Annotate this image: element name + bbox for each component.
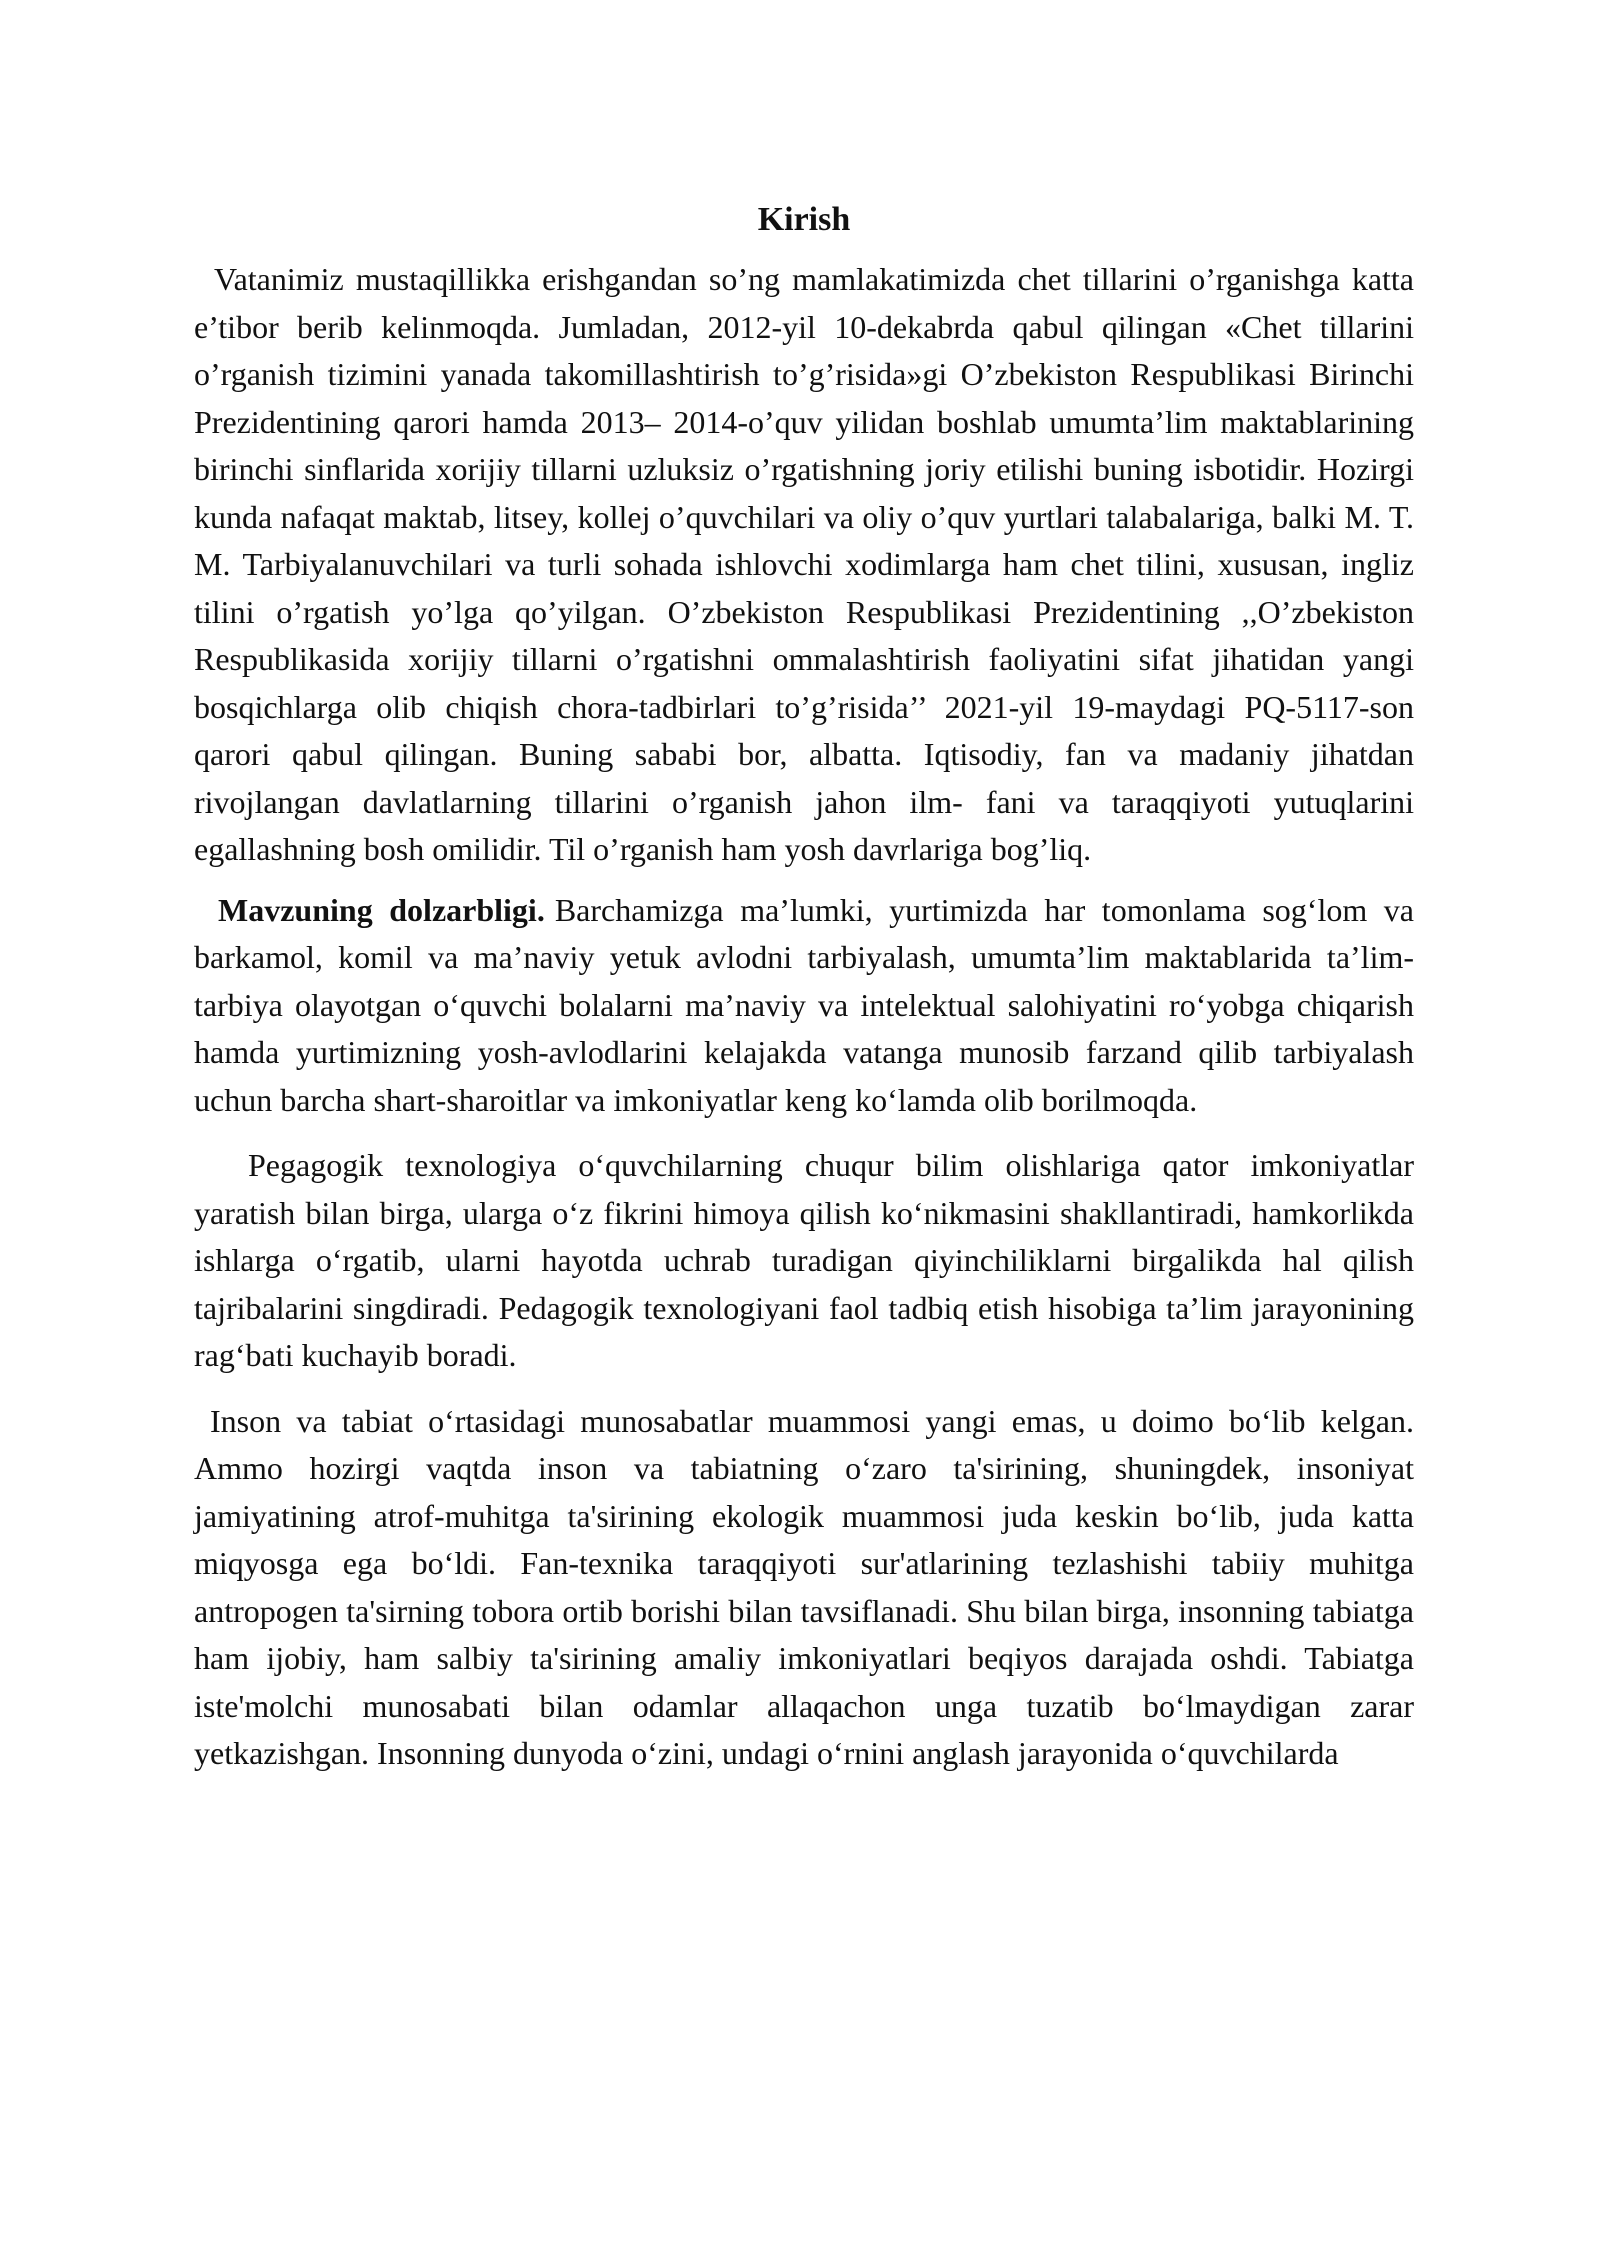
paragraph-relevance <box>194 887 1414 1125</box>
paragraph-text: Vatanimiz mustaqillikka erishgandan so’ng mamlakatimizda chet tillarini o’rganishga katta e’tibor berib kelinmoqda. Jumladan, 2012-yil 10-dekabrda qabul qilingan «Chet tillarini o’rganish tizimini yanada takomillashtirish to’g’risida»gi O’zbekiston Respublikasi Birinchi Prezidentining qarori hamda 2013– 2014-o’quv yilidan boshlab umumta’lim maktablarining birinchi sinflarida xorijiy tillarni uzluksiz o’rgatishning joriy etilishi buning isbotidir. Hozirgi kunda nafaqat maktab, litsey, kollej o’quvchilari va oliy o’quv yurtlari talabalariga, balki M. T. M. Tarbiyalanuvchilari va turli sohada ishlovchi xodimlarga ham chet tilini, xususan, ingliz tilini o’rgatish yo’lga qo’yilgan. O’zbekiston Respublikasi Prezidentining ,,O’zbekiston Respublikasida xorijiy tillarni o’rgatishni ommalashtirish faoliyatini sifat jihatidan yangi bosqichlarga olib chiqish chora-tadbirlari to’g’risida’’ 2021-yil 19-maydagi PQ-5117-son qarori qabul qilingan. Buning sababi bor, albatta. Iqtisodiy, fan va madaniy jihatdan rivojlangan davlatlarning tillarini o’rganish jahon ilm- fani va taraqqiyoti yutuqlarini egallashning bosh omilidir. Til o’rganish ham yosh davrlariga bog’liq. <box>194 261 1414 867</box>
paragraph-text: Pegagogik texnologiya o‘quvchilarning chuqur bilim olishlariga qator imkoniyatlar yaratish bilan birga, ularga o‘z fikrini himoya qilish ko‘nikmasini shakllantiradi, hamkorlikda ishlarga o‘rgatib, ularni hayotda uchrab turadigan qiyinchiliklarni birgalikda hal qilish tajribalarini singdiradi. Pedagogik texnologiyani faol tadbiq etish hisobiga ta’lim jarayonining rag‘bati kuchayib boradi. <box>194 1147 1414 1373</box>
page-title: Kirish <box>757 201 851 238</box>
paragraph-introduction <box>194 256 1414 874</box>
paragraph-text: Inson va tabiat o‘rtasidagi munosabatlar muammosi yangi emas, u doimo bo‘lib kelgan. Ammo hozirgi vaqtda inson va tabiatning o‘zaro ta'sirining, shuningdek, insoniyat jamiyatining atrof-muhitga ta'sirining ekologik muammosi juda keskin bo‘lib, juda katta miqyosga ega bo‘ldi. Fan-texnika taraqqiyoti sur'atlarining tezlashishi tabiiy muhitga antropogen ta'sirning tobora ortib borishi bilan tavsiflanadi. Shu bilan birga, insonning tabiatga ham ijobiy, ham salbiy ta'sirining amaliy imkoniyatlari beqiyos darajada oshdi. Tabiatga iste'molchi munosabati bilan odamlar allaqachon unga tuzatib bo‘lmaydigan zarar yetkazishgan. Insonning dunyoda o‘zini, undagi o‘rnini anglash jarayonida o‘quvchilarda <box>194 1402 1414 1771</box>
paragraph-lead-heading: Mavzuning dolzarbligi. <box>218 891 545 928</box>
paragraph-pedagogical-technology <box>194 1142 1414 1380</box>
document-body <box>194 196 1414 1778</box>
paragraph-text: Barchamizga ma’lumki, yurtimizda har tomonlama sog‘lom va barkamol, komil va ma’naviy yetuk avlodni tarbiyalash, umumta’lim maktablarida ta’lim-tarbiya olayotgan o‘quvchi bolalarni ma’naviy va intelektual salohiyatini ro‘yobga chiqarish hamda yurtimizning yosh-avlodlarini kelajakda vatanga munosib farzand qilib tarbiyalash uchun barcha shart-sharoitlar va imkoniyatlar keng ko‘lamda olib borilmoqda. <box>194 891 1415 1118</box>
paragraph-human-nature <box>194 1398 1414 1778</box>
